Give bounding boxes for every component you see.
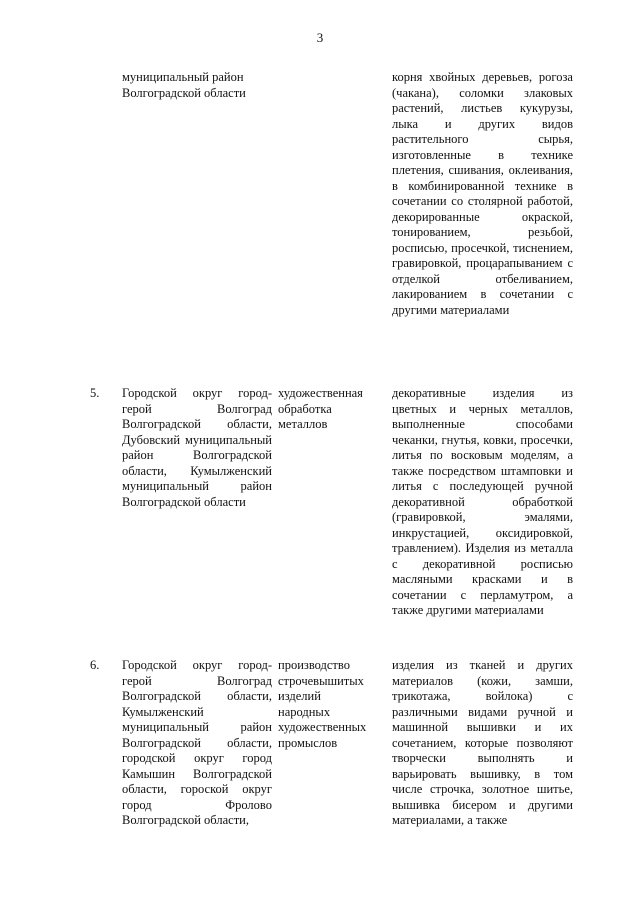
region-cell: Городской округ город-герой Волгоград Волгоградской области, Дубовский муниципальный район Волгоградской области, Кумылженский муниципальный район Волгоградской области bbox=[122, 386, 272, 509]
description-cell: декоративные изделия из цветных и черных металлов, выполненные способами чеканки, гнутья, ковки, просечки, литья по восковым моделям, а также посредством штамповки и литья с последующей ручной декоративной обработкой (гравировкой, эмалями, инкрустацией, оксидировкой, травлением). Изделия из металла с декоративной росписью масляными красками и в сочетании с перламутром, а также другими материалами bbox=[392, 386, 573, 617]
craft-cell: производство строчевышитых изделий народных художественных промыслов bbox=[278, 658, 367, 750]
row-number: 6. bbox=[90, 658, 100, 672]
row-number: 5. bbox=[90, 386, 100, 400]
region-cell-continued: муниципальный район Волгоградской области bbox=[122, 70, 246, 100]
description-cell: изделия из тканей и других материалов (кожи, замши, трикотажа, войлока) с различными видами ручной и машинной вышивки и их сочетанием, которые позволяют творчески выполнять и варьировать вышивку, в том числе строчка, золотное шитье, вышивка бисером и другими материалами, а также bbox=[392, 658, 573, 827]
region-cell: Городской округ город-герой Волгоград Волгоградской области, Кумылженский муниципальный район Волгоградской области, городской округ город Камышин Волгоградской области, гороской округ город Фролово Волгоградской области, bbox=[122, 658, 272, 827]
page-number: 3 bbox=[316, 30, 324, 45]
craft-cell: художественная обработка металлов bbox=[278, 386, 363, 431]
description-cell-continued: корня хвойных деревьев, рогоза (чакана), соломки злаковых растений, листьев кукурузы, лыка и других видов растительного сырья, изготовленные в технике плетения, сшивания, оклеивания, в комбинированной технике в сочетании со столярной работой, декорированные окраской, тонированием, резьбой, росписью, просечкой, тиснением, гравировкой, процарапыванием с отделкой отбеливанием, лакированием в сочетании с другими материалами bbox=[392, 70, 573, 317]
